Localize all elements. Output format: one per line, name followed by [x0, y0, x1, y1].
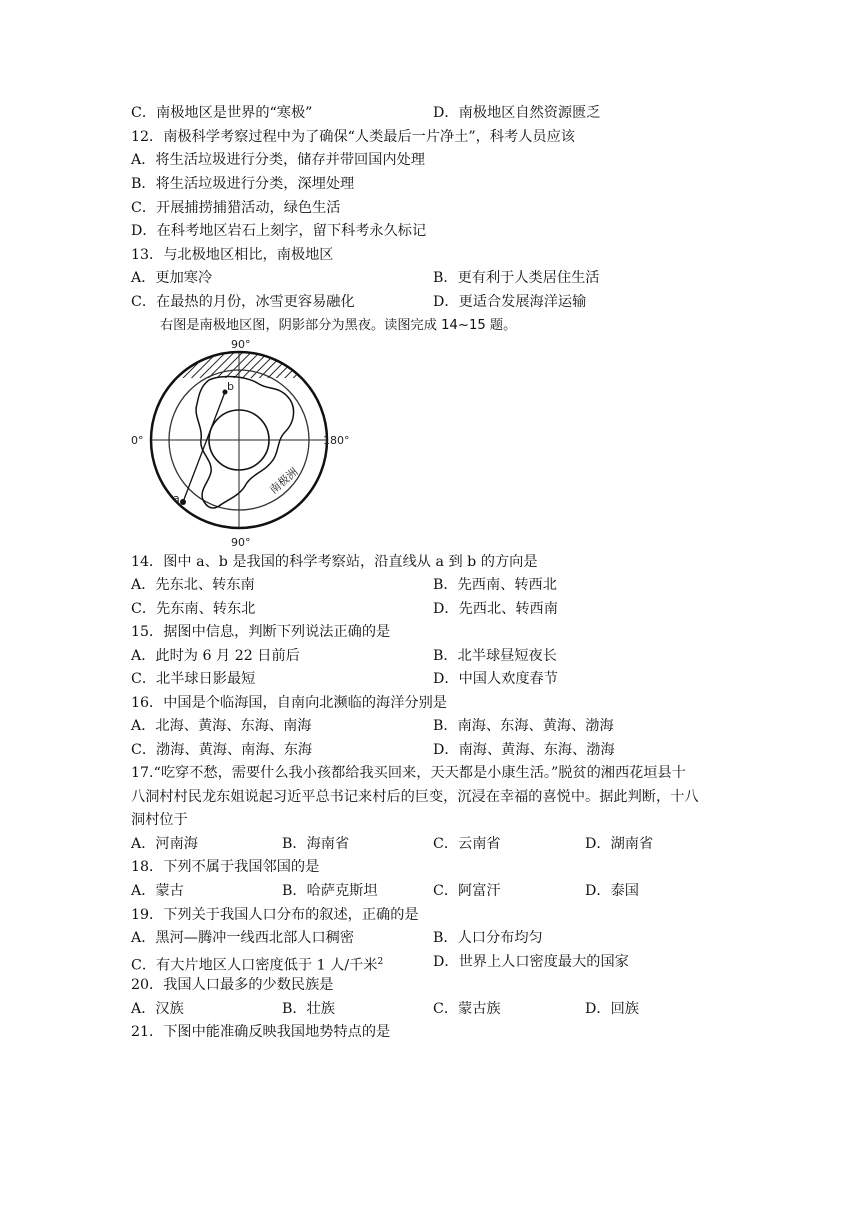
q18-option-b: B．哈萨克斯坦: [282, 883, 378, 899]
q16-stem: 16．中国是个临海国，自南向北濒临的海洋分别是: [131, 695, 447, 711]
label-top-90: 90°: [231, 340, 251, 351]
q18-option-d: D．泰国: [585, 883, 639, 899]
q18-stem: 18．下列不属于我国邻国的是: [131, 859, 320, 875]
q13-option-b: B．更有利于人类居住生活: [433, 270, 600, 286]
q16-option-b: B．南海、东海、黄海、渤海: [433, 718, 614, 734]
q15-option-b: B．北半球昼短夜长: [433, 648, 557, 664]
q19-option-c-superscript: 2: [377, 957, 384, 967]
q12-stem: 12．南极科学考察过程中为了确保“人类最后一片净土”，科考人员应该: [131, 129, 575, 145]
q17-stem-line1: 17.“吃穿不愁，需要什么我小孩都给我买回来，天天都是小康生活。”脱贫的湘西花垣县十: [131, 765, 686, 781]
q19-option-c: [131, 952, 383, 976]
q21-stem: 21．下图中能准确反映我国地势特点的是: [131, 1024, 391, 1040]
q15-option-c: C．北半球日影最短: [131, 671, 256, 687]
q19-option-b: B．人口分布均匀: [433, 930, 543, 946]
figure-caption: 右图是南极地区图，阴影部分为黑夜。读图完成 14~15 题。: [160, 318, 517, 333]
q19-stem: 19．下列关于我国人口分布的叙述，正确的是: [131, 907, 419, 923]
label-right-180: 180°: [323, 434, 350, 447]
q11-option-d: D．南极地区自然资源匮乏: [433, 105, 601, 121]
q17-option-d: D．湖南省: [585, 836, 654, 852]
q19-option-d: D．世界上人口密度最大的国家: [433, 954, 629, 970]
q16-option-d: D．南海、黄海、东海、渤海: [433, 742, 615, 758]
q14-option-c: C．先东南、转东北: [131, 601, 256, 617]
q14-option-b: B．先西南、转西北: [433, 577, 557, 593]
q20-option-d: D．回族: [585, 1001, 639, 1017]
label-region: 南极洲: [267, 465, 301, 497]
antarctica-map-figure: [127, 340, 357, 550]
station-a-marker: [180, 499, 186, 505]
q12-option-a: A．将生活垃圾进行分类，储存并带回国内处理: [131, 152, 425, 168]
q19-option-a: A．黑河—腾冲一线西北部人口稠密: [131, 930, 355, 946]
q20-option-c: C．蒙古族: [433, 1001, 501, 1017]
q15-option-a: A．此时为 6 月 22 日前后: [131, 648, 300, 664]
q17-stem-line2: 八洞村村民龙东姐说起习近平总书记来村后的巨变，沉浸在幸福的喜悦中。据此判断，十八: [131, 789, 699, 805]
q14-option-a: A．先东北、转东南: [131, 577, 255, 593]
q18-option-c: C．阿富汗: [433, 883, 501, 899]
q14-option-d: D．先西北、转西南: [433, 601, 558, 617]
label-a: a: [173, 492, 180, 505]
q13-option-d: D．更适合发展海洋运输: [433, 294, 587, 310]
q15-option-d: D．中国人欢度春节: [433, 671, 558, 687]
q13-option-a: A．更加寒冷: [131, 270, 213, 286]
label-b: b: [227, 380, 234, 393]
label-left-0: 0°: [131, 434, 144, 447]
antarctica-map: [127, 340, 357, 550]
q17-option-c: C．云南省: [433, 836, 501, 852]
q19-option-c-text: C．有大片地区人口密度低于 1 人/千米: [131, 957, 378, 974]
q12-option-b: B．将生活垃圾进行分类，深埋处理: [131, 176, 355, 192]
q16-option-c: C．渤海、黄海、南海、东海: [131, 742, 313, 758]
q15-stem: 15．据图中信息，判断下列说法正确的是: [131, 624, 391, 640]
line-a-to-b: [183, 392, 225, 502]
q14-stem: 14．图中 a、b 是我国的科学考察站，沿直线从 a 到 b 的方向是: [131, 554, 538, 570]
label-bottom-90: 90°: [231, 536, 251, 549]
q13-option-c: C．在最热的月份，冰雪更容易融化: [131, 294, 355, 310]
q20-option-a: A．汉族: [131, 1001, 184, 1017]
q16-option-a: A．北海、黄海、东海、南海: [131, 718, 312, 734]
q20-option-b: B．壮族: [282, 1001, 335, 1017]
q17-option-a: A．河南海: [131, 836, 198, 852]
q17-option-b: B．海南省: [282, 836, 350, 852]
q11-option-c: C．南极地区是世界的“寒极”: [131, 105, 313, 121]
q20-stem: 20．我国人口最多的少数民族是: [131, 977, 334, 993]
q17-stem-line3: 洞村位于: [131, 812, 188, 828]
q12-option-d: D．在科考地区岩石上刻字，留下科考永久标记: [131, 223, 427, 239]
q18-option-a: A．蒙古: [131, 883, 184, 899]
q13-stem: 13．与北极地区相比，南极地区: [131, 247, 334, 263]
q12-option-c: C．开展捕捞捕猎活动，绿色生活: [131, 200, 341, 216]
